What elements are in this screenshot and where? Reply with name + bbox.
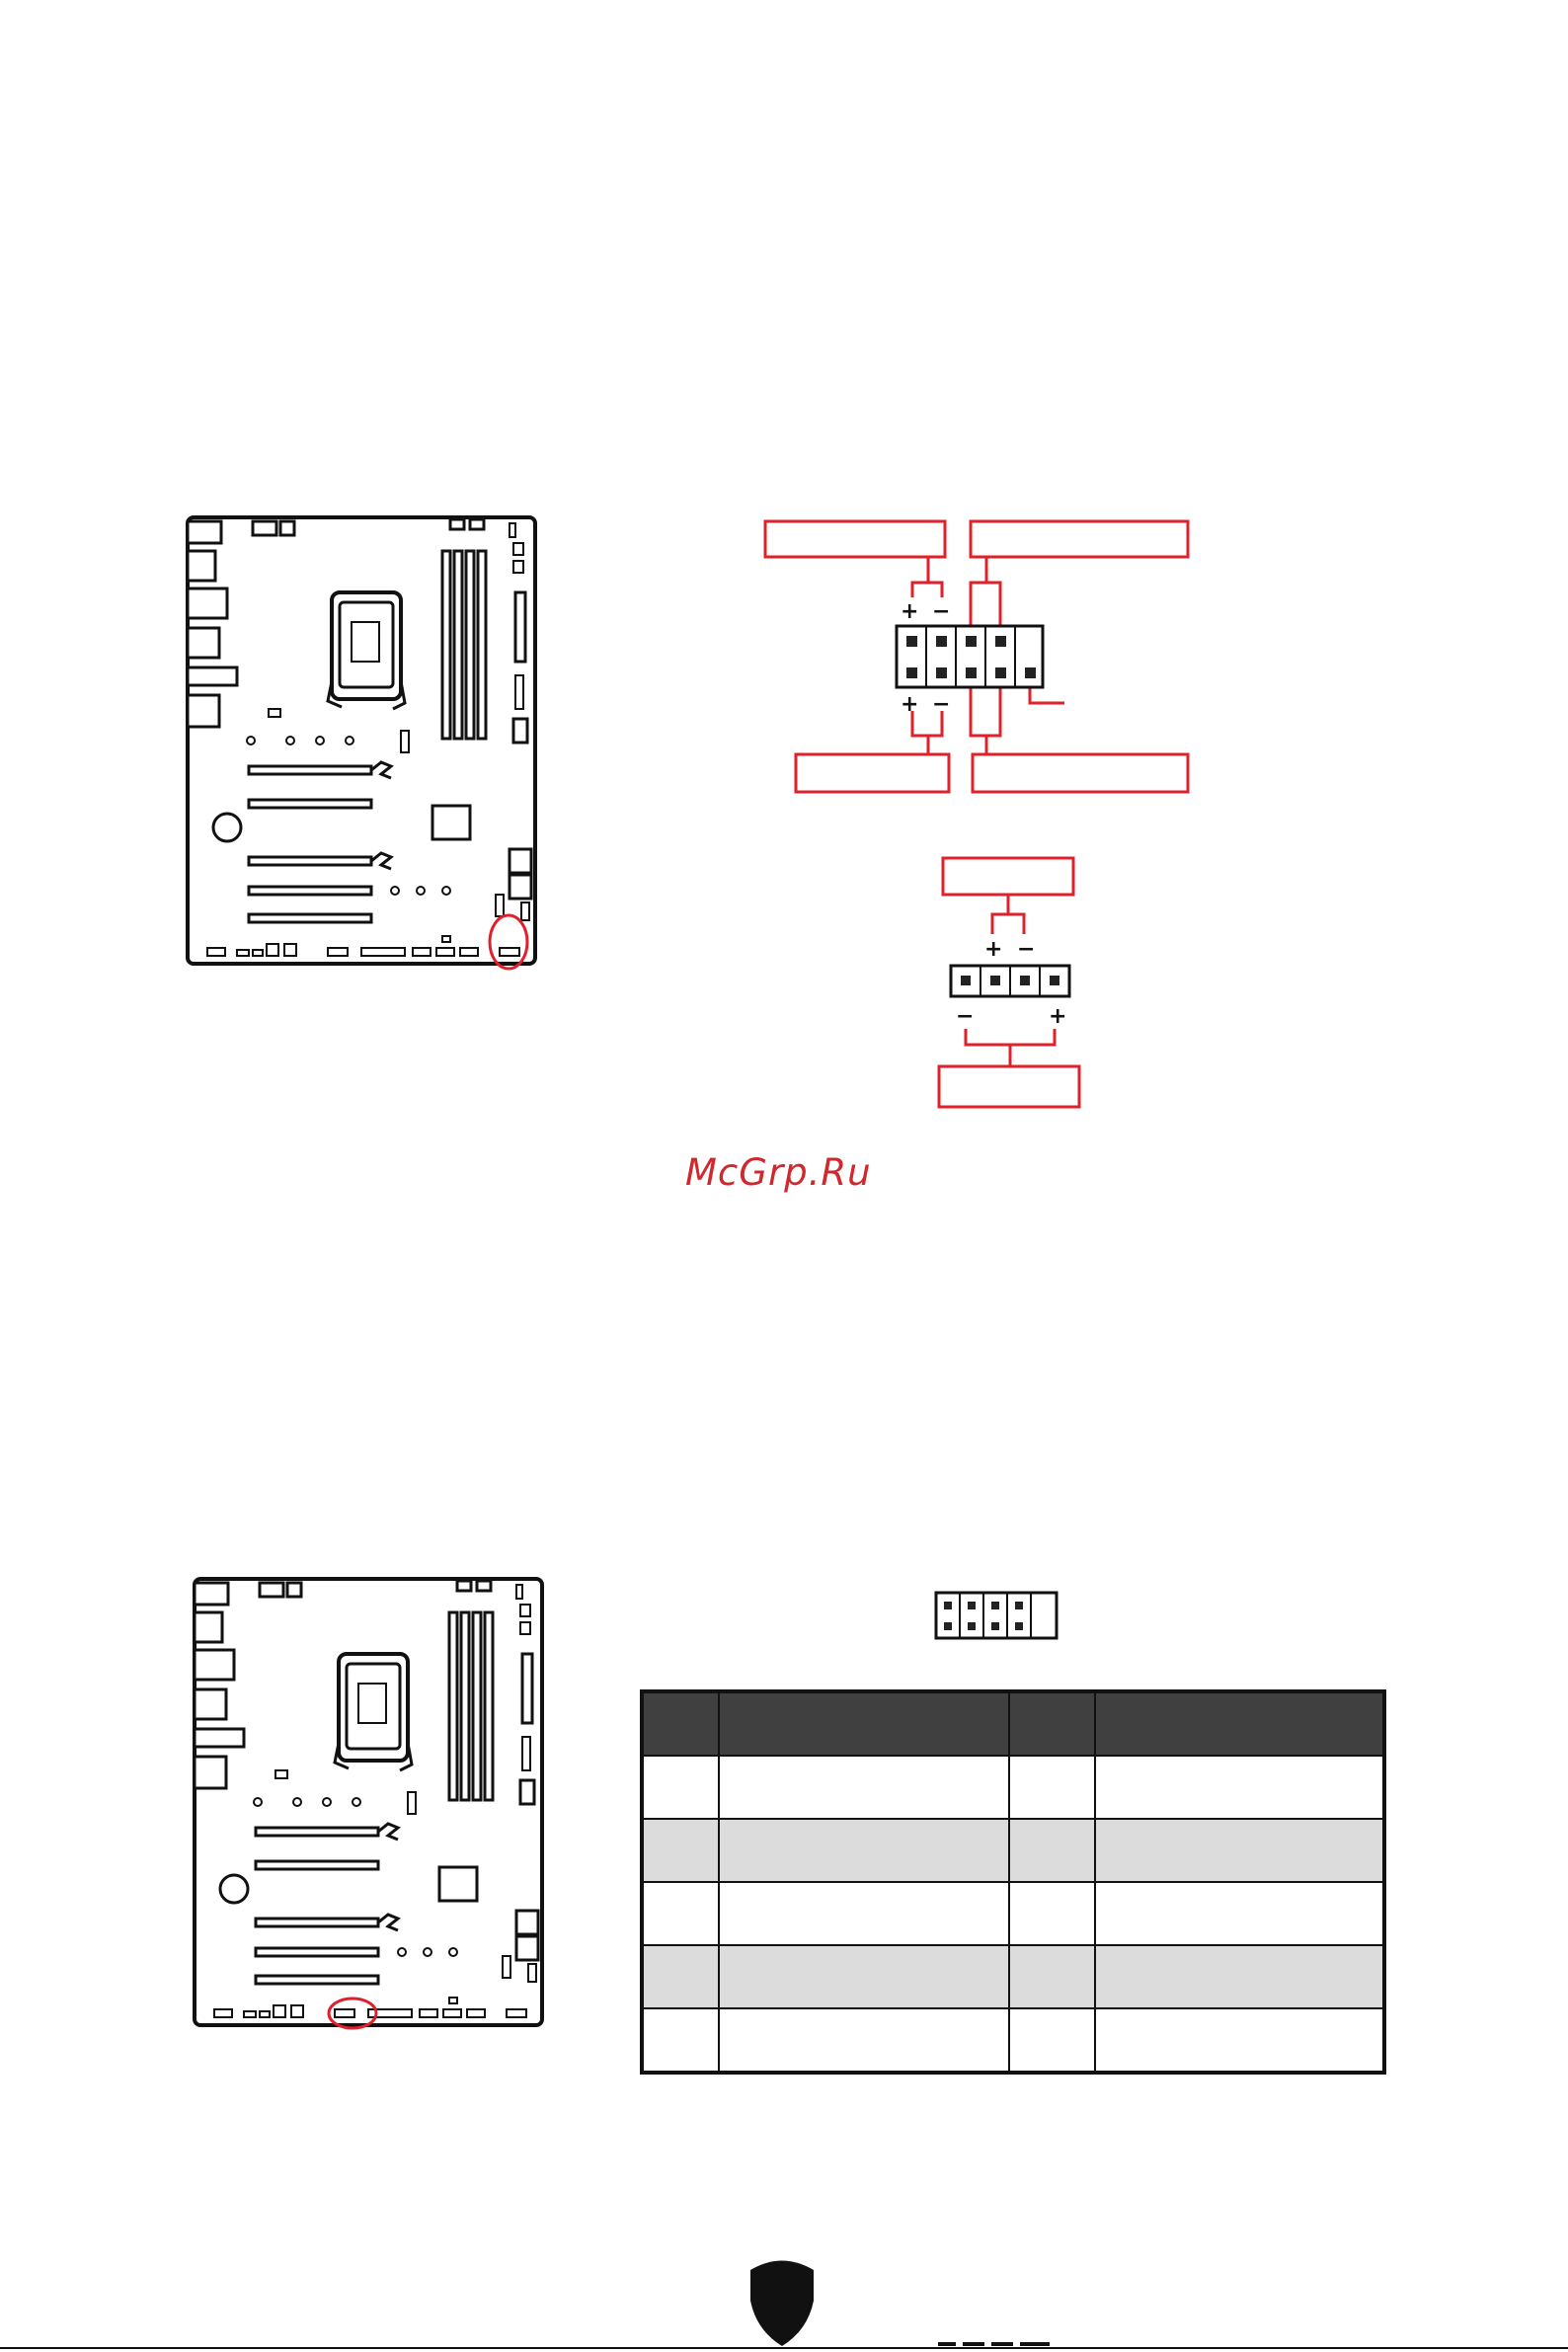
table-cell bbox=[642, 1819, 719, 1882]
table-header-cell bbox=[642, 1691, 719, 1756]
jfp2-callout bbox=[939, 858, 1079, 1107]
table-cell bbox=[1009, 1882, 1095, 1945]
motherboard-diagram-top bbox=[188, 517, 535, 969]
label-box-bottom-left bbox=[796, 754, 949, 792]
table-cell bbox=[642, 1945, 719, 2008]
table-row bbox=[642, 1819, 1384, 1882]
table-header-row bbox=[642, 1691, 1384, 1756]
pin-sign: + bbox=[984, 937, 1003, 962]
pin-sign: + bbox=[901, 599, 919, 624]
table-cell bbox=[642, 1882, 719, 1945]
table-cell bbox=[719, 1756, 1009, 1819]
table-cell bbox=[1095, 1882, 1384, 1945]
table-header-cell bbox=[1095, 1691, 1384, 1756]
table-header-cell bbox=[719, 1691, 1009, 1756]
table-cell bbox=[642, 1756, 719, 1819]
table-cell bbox=[1009, 2008, 1095, 2073]
table-cell bbox=[1009, 1819, 1095, 1882]
table-cell bbox=[1095, 2008, 1384, 2073]
table-cell bbox=[1095, 1756, 1384, 1819]
pin-sign: − bbox=[1017, 937, 1036, 962]
watermark: McGrp.Ru bbox=[685, 1151, 872, 1194]
table-row bbox=[642, 1756, 1384, 1819]
label-box-lower bbox=[939, 1066, 1079, 1107]
table-row bbox=[642, 1945, 1384, 2008]
table-cell bbox=[1009, 1945, 1095, 2008]
pin-sign: + bbox=[1049, 1004, 1067, 1029]
table-cell bbox=[642, 2008, 719, 2073]
pin-sign: − bbox=[932, 692, 951, 717]
table-cell bbox=[1009, 1756, 1095, 1819]
motherboard-diagram-bottom bbox=[195, 1579, 542, 2028]
table-cell bbox=[719, 1945, 1009, 2008]
pin-sign: − bbox=[932, 599, 951, 624]
label-box-top-left bbox=[765, 521, 945, 557]
label-box-bottom-right bbox=[973, 754, 1188, 792]
table-header-cell bbox=[1009, 1691, 1095, 1756]
label-box-upper bbox=[943, 858, 1073, 895]
table-cell bbox=[719, 2008, 1009, 2073]
table-cell bbox=[719, 1882, 1009, 1945]
table-row bbox=[642, 2008, 1384, 2073]
table-cell bbox=[1095, 1945, 1384, 2008]
table-cell bbox=[1095, 1819, 1384, 1882]
pin-definition-table bbox=[640, 1689, 1386, 2075]
footer-marks bbox=[938, 2342, 1050, 2346]
table-row bbox=[642, 1882, 1384, 1945]
usb-header-icon bbox=[936, 1593, 1057, 1638]
pin-sign: + bbox=[901, 692, 919, 717]
table-cell bbox=[719, 1819, 1009, 1882]
shield-logo-icon bbox=[750, 2261, 814, 2347]
label-box-top-right bbox=[971, 521, 1188, 557]
pin-sign: − bbox=[956, 1004, 975, 1029]
jfp1-callout bbox=[765, 521, 1188, 792]
